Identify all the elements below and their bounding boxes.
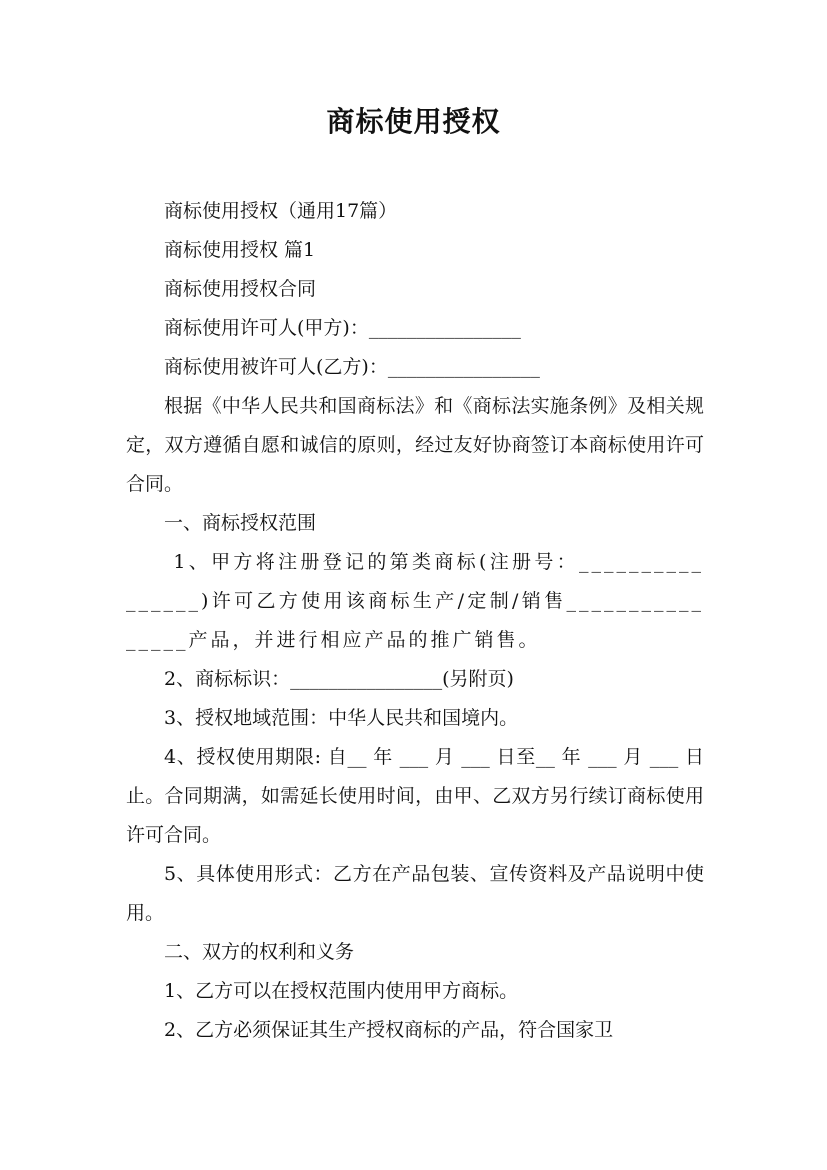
paragraph-preamble: 根据《中华人民共和国商标法》和《商标法实施条例》及相关规定，双方遵循自愿和诚信的原则，经过友好协商签订本商标使用许可合同。 [126,395,704,495]
paragraph-clause-1-4: 4、授权使用期限: 自__ 年 ___ 月 ___ 日至__ 年 ___ 月 ___ 日止。合同期满，如需延长使用时间，由甲、乙双方另行续订商标使用许可合同。 [126,746,704,846]
document-body [126,192,704,1050]
paragraph-licensee: 商标使用被许可人(乙方)：________________ [164,356,540,378]
paragraph-contract-title: 商标使用授权合同 [164,278,317,300]
paragraph-clause-2-1: 1、乙方可以在授权范围内使用甲方商标。 [164,980,519,1002]
paragraph-clause-2-2: 2、乙方必须保证其生产授权商标的产品，符合国家卫 [164,1019,614,1041]
paragraph-clause-1-1: 1、甲方将注册登记的第类商标(注册号：________________)许可乙方使用该商标生产/定制/销售________________产品，并进行相应产品的推广销售。 [126,551,704,651]
paragraph-section-heading: 商标使用授权 篇1 [164,239,316,261]
paragraph-subtitle: 商标使用授权（通用17篇） [164,200,398,222]
paragraph-heading-rights: 二、双方的权利和义务 [164,941,355,963]
paragraph-heading-scope: 一、商标授权范围 [164,512,317,534]
paragraph-clause-1-5: 5、具体使用形式：乙方在产品包装、宣传资料及产品说明中使用。 [126,863,704,924]
paragraph-licensor: 商标使用许可人(甲方)：________________ [164,317,521,339]
document-title: 商标使用授权 [326,105,501,138]
paragraph-clause-1-3: 3、授权地域范围：中华人民共和国境内。 [164,707,519,729]
paragraph-clause-1-2: 2、商标标识：________________(另附页) [164,668,514,690]
